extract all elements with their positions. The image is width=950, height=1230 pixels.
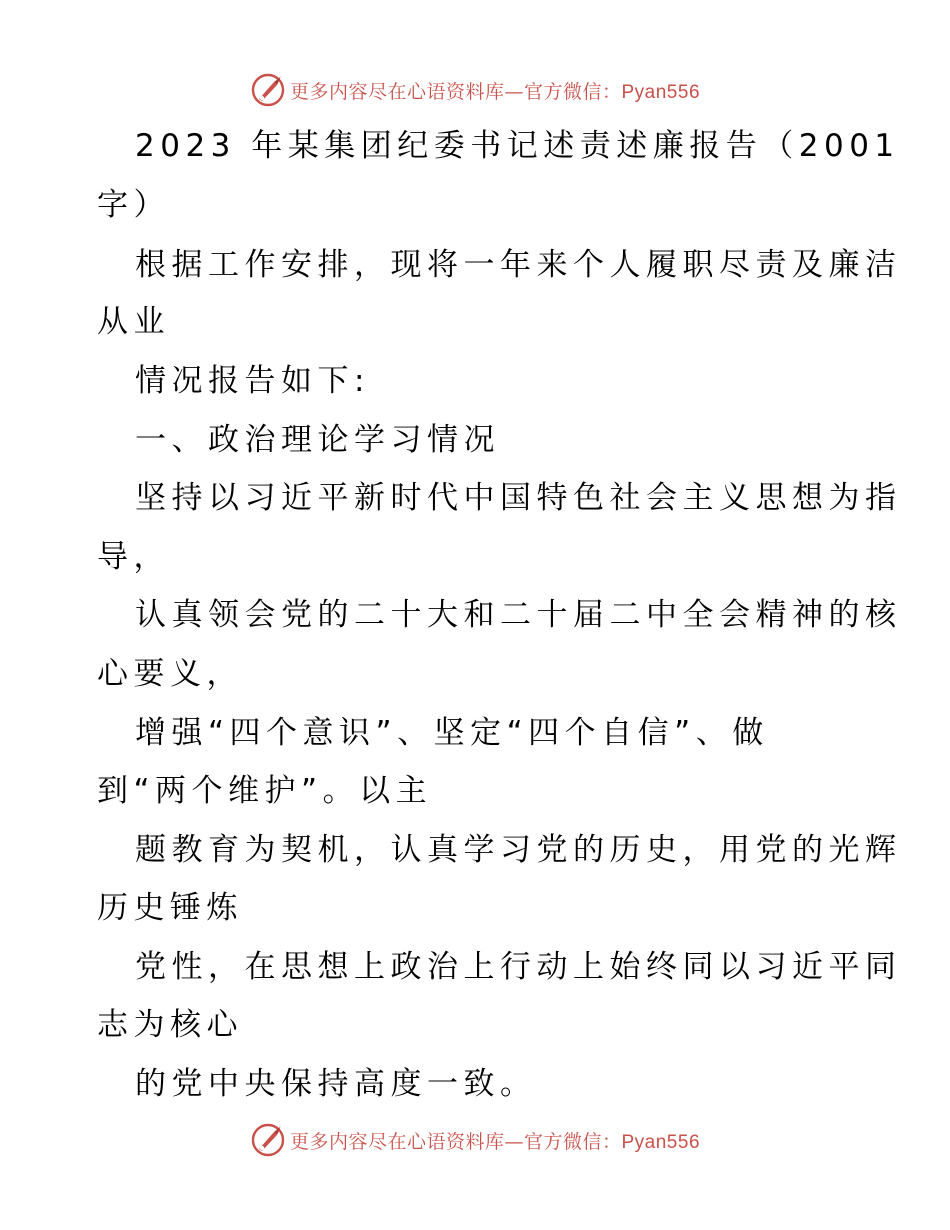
paragraph-line: 志为核心 (97, 1007, 243, 1043)
paragraph-line: 从业 (97, 304, 170, 340)
paragraph-line: 坚持以习近平新时代中国特色社会主义思想为指 (135, 480, 902, 516)
watermark-text: 更多内容尽在心语资料库—官方微信：Pyan556 (289, 80, 701, 103)
paragraph-line: 题教育为契机，认真学习党的历史，用党的光辉 (135, 832, 902, 868)
document-title-line-2: 字） (97, 187, 170, 223)
footer-watermark (0, 1120, 950, 1160)
paragraph-line: 党性，在思想上政治上行动上始终同以习近平同 (135, 949, 902, 985)
watermark-text: 更多内容尽在心语资料库—官方微信：Pyan556 (289, 1130, 701, 1153)
paragraph-line: 增强“四个意识”、坚定“四个自信”、做 (135, 715, 769, 751)
paragraph-line: 历史锤炼 (97, 890, 243, 926)
document-title-line-1: 2023 年某集团纪委书记述责述廉报告（2001 (135, 128, 900, 164)
section-heading: 一、政治理论学习情况 (135, 422, 500, 458)
paragraph-line: 认真领会党的二十大和二十届二中全会精神的核 (135, 597, 902, 633)
watermark-wechat-id: Pyan556 (621, 81, 701, 103)
watermark-wechat-id: Pyan556 (621, 1131, 701, 1153)
paragraph-line: 的党中央保持高度一致。 (135, 1066, 537, 1102)
paragraph-line: 导， (97, 539, 170, 575)
paragraph-line: 情况报告如下: (135, 363, 370, 399)
paragraph-line: 到“两个维护”。以主 (97, 773, 433, 809)
quill-logo-icon (250, 1122, 286, 1158)
paragraph-line: 根据工作安排，现将一年来个人履职尽责及廉洁 (135, 247, 902, 283)
paragraph-line: 心要义， (97, 656, 243, 692)
